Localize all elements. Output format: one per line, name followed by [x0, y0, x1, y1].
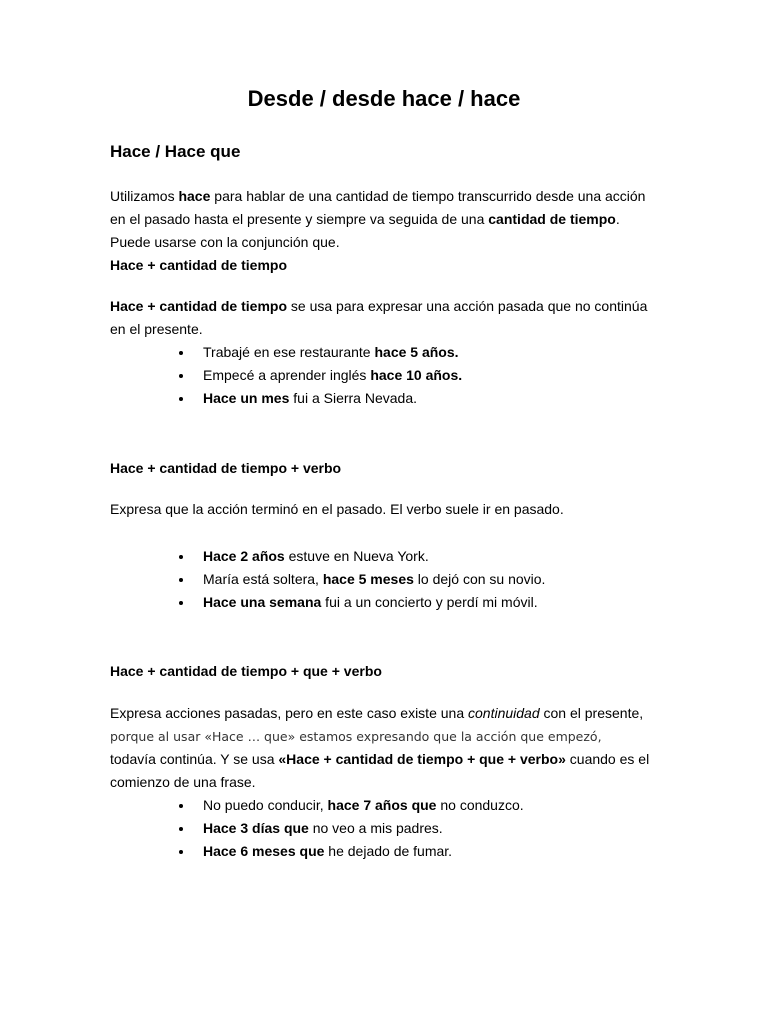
section-3-line-1 [110, 702, 670, 725]
list-item [110, 840, 670, 863]
section-2-heading: Hace + cantidad de tiempo + verbo [110, 460, 342, 476]
list-item [110, 387, 670, 410]
text: no conduzco. [436, 797, 524, 813]
italic-text: continuidad [468, 705, 540, 721]
text: estuve en Nueva York. [284, 548, 429, 564]
text: se usa para expresar una acción pasada que no continúa [287, 298, 648, 314]
list-item [110, 591, 670, 614]
bold-text: Hace 6 meses que [203, 843, 325, 859]
intro-line-3: Puede usarse con la conjunción que. [110, 234, 340, 250]
list-item [110, 545, 670, 568]
intro-paragraph [110, 185, 670, 277]
text: para hablar de una cantidad de tiempo transcurrido desde una acción [210, 188, 646, 204]
section-3-line-3 [110, 748, 670, 771]
section-3-line-2: porque al usar «Hace … que» estamos expresando que la acción que empezó, [110, 729, 602, 744]
bold-text: Hace un mes [203, 390, 290, 406]
bullet-icon [179, 601, 183, 605]
list-item [110, 341, 670, 364]
bullet-icon [179, 397, 183, 401]
text: fui a Sierra Nevada. [289, 390, 417, 406]
section-1-paragraph [110, 295, 670, 410]
text: todavía continúa. Y se usa [110, 751, 279, 767]
text: lo dejó con su novio. [413, 571, 546, 587]
bold-text: hace 7 años que [327, 797, 437, 813]
bullet-icon [179, 827, 183, 831]
text: Utilizamos [110, 188, 179, 204]
section-2-text: Expresa que la acción terminó en el pasado. El verbo suele ir en pasado. [110, 501, 564, 517]
bold-text: cantidad de tiempo [488, 211, 616, 227]
list-item [110, 794, 670, 817]
text: . [615, 211, 620, 227]
bullet-icon [179, 804, 183, 808]
bold-text: Hace + cantidad de tiempo [110, 298, 287, 314]
intro-heading: Hace + cantidad de tiempo [110, 257, 287, 273]
bold-text: Hace 3 días que [203, 820, 309, 836]
bullet-icon [179, 555, 183, 559]
list-item [110, 817, 670, 840]
section-3-line-4: comienzo de una frase. [110, 774, 256, 790]
bold-text: hace [178, 188, 211, 204]
text: he dejado de fumar. [324, 843, 453, 859]
section-2-paragraph [110, 498, 670, 521]
bullet-icon [179, 351, 183, 355]
bold-text: «Hace + cantidad de tiempo + que + verbo» [278, 751, 566, 767]
text: cuando es el [565, 751, 650, 767]
bullet-icon [179, 374, 183, 378]
bullet-icon [179, 578, 183, 582]
section-2-bullet-block [110, 545, 670, 614]
text: no veo a mis padres. [308, 820, 443, 836]
section-heading-hace: Hace / Hace que [110, 142, 241, 161]
section-2-bullet-list [110, 545, 670, 614]
text: fui a un concierto y perdí mi móvil. [321, 594, 538, 610]
section-1-line-2: en el presente. [110, 321, 203, 337]
bold-text: Hace una semana [203, 594, 322, 610]
list-item [110, 364, 670, 387]
bold-text: hace 5 años. [374, 344, 459, 360]
section-3-heading-block [110, 660, 670, 683]
section-3-paragraph [110, 702, 670, 863]
section-3-heading: Hace + cantidad de tiempo + que + verbo [110, 663, 382, 679]
bold-text: hace 10 años. [370, 367, 463, 383]
bold-text: Hace 2 años [203, 548, 285, 564]
text: en el pasado hasta el presente y siempre va seguida de una [110, 211, 489, 227]
section-3-bullet-list [110, 794, 670, 863]
bullet-icon [179, 850, 183, 854]
page-title: Desde / desde hace / hace [247, 86, 521, 111]
section-2-heading-block [110, 457, 670, 480]
text: con el presente, [539, 705, 644, 721]
section-1-bullet-list [110, 341, 670, 410]
section-1-line-1 [110, 295, 670, 318]
text: Expresa acciones pasadas, pero en este caso existe una [110, 705, 468, 721]
text: Trabajé en ese restaurante [203, 344, 375, 360]
text: María está soltera, [203, 571, 323, 587]
list-item [110, 568, 670, 591]
text: No puedo conducir, [203, 797, 328, 813]
intro-line-2 [110, 208, 670, 231]
intro-line-1 [110, 185, 670, 208]
bold-text: hace 5 meses [322, 571, 414, 587]
text: Empecé a aprender inglés [203, 367, 371, 383]
